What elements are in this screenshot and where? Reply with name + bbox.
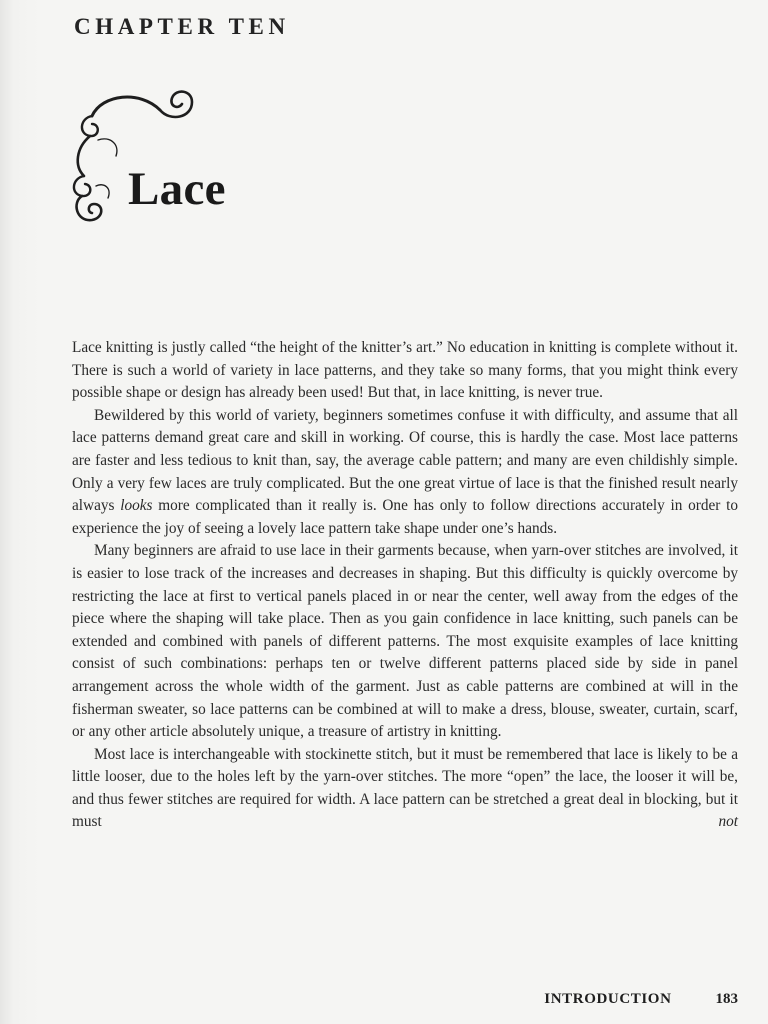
running-footer: [544, 991, 738, 1008]
paragraph-text: Bewildered by this world of variety, beginners sometimes confuse it with difficulty, and assume that all lace patterns demand great care and skill in working. Of course, this is hardly the case. Most lace patterns are faster and less tedious to knit than, say, the average cable pattern; and many are even childishly simple. Only a very few laces are truly complicated. But the one great virtue of lace is that the finished result nearly always: [72, 406, 738, 515]
paragraph: [72, 337, 738, 405]
page-number: 183: [715, 991, 738, 1007]
paragraph-text: Many beginners are afraid to use lace in their garments because, when yarn-over stitches are involved, it is easier to lose track of the increases and decreases in shaping. But this difficulty is quickly overcome by restricting the lace at first to vertical panels placed in or near the center, well away from the edges of the piece where the shaping will take place. Then as you gain confidence in lace knitting, such panels can be extended and combined with panels of different patterns. The most exquisite examples of lace knitting consist of such combinations: perhaps ten or twelve different patterns placed side by side in panel arrangement across the whole width of the garment. Just as cable patterns are combined at will in the fisherman sweater, so lace patterns can be combined at will to make a dress, blouse, sweater, curtain, scarf, or any other article absolutely unique, a treasure of artistry in knitting.: [72, 542, 738, 741]
emphasis-text: looks: [120, 497, 153, 515]
paragraph-text: more complicated than it really is. One has only to follow directions accurately in order to experience the joy of seeing a lovely lace pattern take shape under one’s hands.: [72, 497, 738, 537]
paragraph: [72, 540, 738, 743]
body-text: [72, 337, 738, 834]
emphasis-text: not: [718, 813, 738, 831]
chapter-label: CHAPTER TEN: [74, 14, 290, 39]
paragraph: [72, 405, 738, 541]
chapter-title: Lace: [128, 163, 226, 215]
paragraph: [72, 744, 738, 834]
paragraph-text: Most lace is interchangeable with stockinette stitch, but it must be remembered that lace is likely to be a little looser, due to the holes left by the yarn-over stitches. The more “open” the lace, the looser it will be, and thus fewer stitches are required for width. A lace pattern can be stretched a great deal in blocking, but it must: [72, 745, 738, 831]
paragraph-text: Lace knitting is justly called “the height of the knitter’s art.” No education in knitting is complete without it. There is such a world of variety in lace patterns, and they take so many forms, that you might think every possible shape or design has already been used! But that, in lace knitting, is never true.: [72, 339, 738, 402]
footer-section-title: INTRODUCTION: [544, 991, 672, 1007]
